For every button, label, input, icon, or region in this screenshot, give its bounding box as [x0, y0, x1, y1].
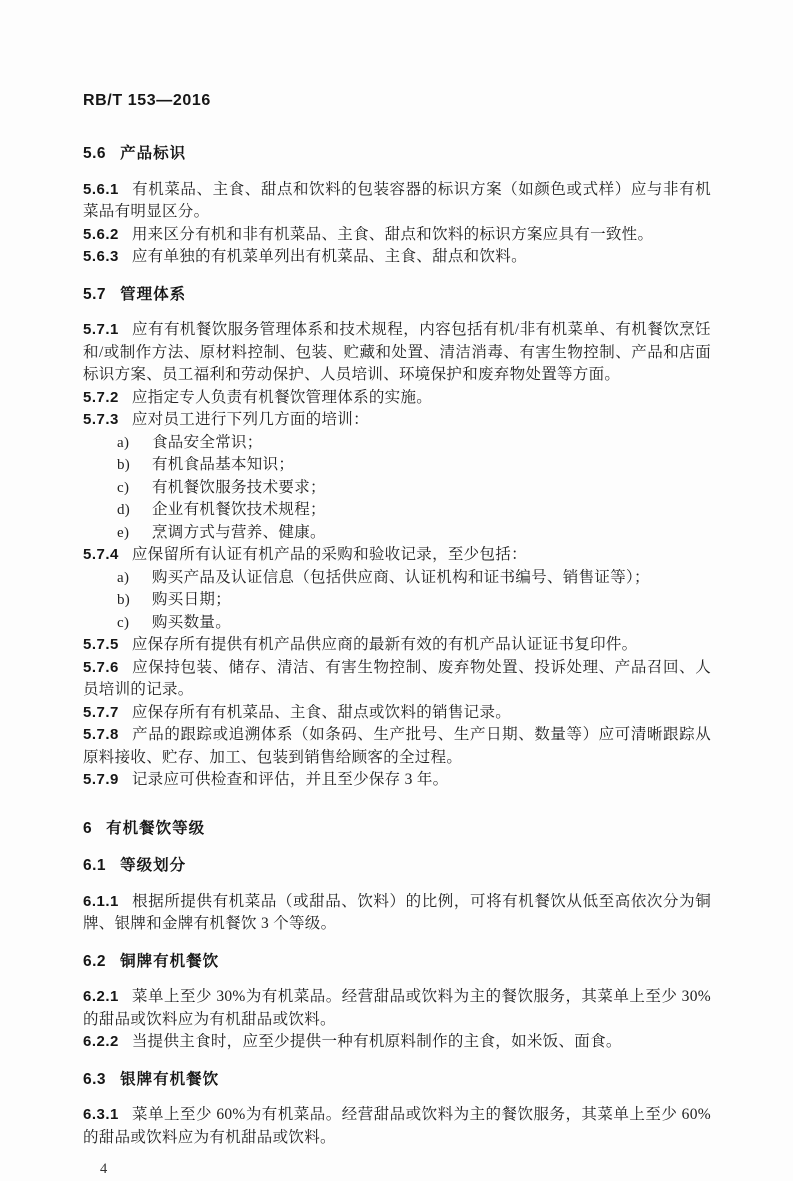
list-item-5-7-3-d [83, 499, 711, 522]
document-body [83, 143, 711, 1181]
clause-6-1-1 [83, 891, 711, 936]
clause-5-7-9 [83, 769, 711, 792]
clause-number: 5.7.1 [83, 321, 119, 338]
clause-6-2-1 [83, 986, 711, 1031]
list-item-5-7-4-b [83, 589, 711, 612]
clause-5-7-5 [83, 634, 711, 657]
clause-number: 5.7.5 [83, 636, 119, 653]
list-text: 购买数量。 [152, 613, 232, 631]
clause-number: 5.6.2 [83, 225, 119, 243]
clause-text: 用来区分有机和非有机菜品、主食、甜点和饮料的标识方案应具有一致性。 [131, 225, 654, 243]
list-letter: a) [117, 569, 130, 586]
list-item-5-7-3-b [83, 454, 711, 477]
clause-title: 银牌有机餐饮 [120, 1070, 220, 1088]
clause-number: 6.1 [83, 857, 107, 874]
chapter-number: 6 [83, 819, 93, 837]
list-text: 烹调方式与营养、健康。 [152, 523, 326, 541]
clause-number: 5.6 [83, 145, 107, 162]
list-text: 食品安全常识； [152, 433, 263, 451]
clause-text: 应指定专人负责有机餐饮管理体系的实施。 [131, 388, 433, 406]
clause-text: 记录应可供检查和评估，并且至少保存 3 年。 [131, 771, 449, 788]
clause-5-7-2 [83, 387, 711, 410]
clause-5-7-8 [83, 724, 711, 769]
clause-5-6-1 [83, 179, 711, 224]
clause-number: 5.7.8 [83, 726, 119, 743]
clause-heading-6-2 [83, 951, 711, 974]
list-letter: e) [117, 524, 130, 541]
clause-text: 应保存所有有机菜品、主食、甜点或饮料的销售记录。 [131, 703, 512, 721]
clause-number: 6.2 [83, 952, 107, 970]
clause-number: 5.7.7 [83, 703, 119, 721]
clause-6-3-1 [83, 1104, 711, 1149]
clause-number: 5.7.9 [83, 771, 119, 788]
clause-5-7-1 [83, 319, 711, 387]
clause-title: 等级划分 [120, 857, 187, 874]
list-item-5-7-3-c [83, 477, 711, 500]
clause-text: 有机菜品、主食、甜点和饮料的包装容器的标识方案（如颜色或式样）应与非有机菜品有明显区分。 [83, 180, 711, 220]
clause-5-7-3 [83, 409, 711, 432]
clause-5-7-6 [83, 657, 711, 702]
clause-text: 当提供主食时，应至少提供一种有机原料制作的主食，如米饭、面食。 [131, 1033, 622, 1050]
clause-number: 5.7.6 [83, 658, 119, 676]
clause-heading-5-6 [83, 143, 711, 166]
clause-number: 6.1.1 [83, 892, 119, 910]
clause-text: 菜单上至少 30%为有机菜品。经营甜品或饮料为主的餐饮服务，其菜单上至少 30%的甜品或饮料应为有机甜品或饮料。 [83, 988, 711, 1028]
clause-text: 应保留所有认证有机产品的采购和验收记录，至少包括： [131, 546, 527, 563]
clause-5-6-3 [83, 246, 711, 269]
list-text: 购买产品及认证信息（包括供应商、认证机构和证书编号、销售证等）； [152, 568, 650, 586]
clause-number: 5.6.1 [83, 180, 119, 198]
list-letter: a) [117, 434, 130, 451]
clause-text: 应对员工进行下列几方面的培训： [131, 411, 369, 428]
list-item-5-7-4-c [83, 612, 711, 635]
clause-text: 应保存所有提供有机产品供应商的最新有效的有机产品认证证书复印件。 [131, 636, 638, 653]
clause-number: 5.7.4 [83, 546, 119, 563]
clause-heading-6-1 [83, 855, 711, 878]
clause-number: 5.7 [83, 285, 107, 303]
list-text: 购买日期； [152, 591, 232, 608]
page-number: 4 [100, 1161, 108, 1177]
chapter-heading-6 [83, 818, 711, 841]
list-item-5-7-3-a [83, 432, 711, 455]
clause-title: 铜牌有机餐饮 [120, 952, 220, 970]
clause-text: 应保持包装、储存、清洁、有害生物控制、废弃物处置、投诉处理、产品召回、人员培训的记录。 [83, 658, 711, 698]
clause-number: 5.6.3 [83, 248, 119, 265]
clause-text: 应有有机餐饮服务管理体系和技术规程，内容包括有机/非有机菜单、有机餐饮烹饪和/或制作方法、原材料控制、包装、贮藏和处置、清洁消毒、有害生物控制、产品和店面标识方案、员工福利和劳动保护、人员培训、环境保护和废弃物处置等方面。 [83, 321, 711, 383]
list-item-5-7-3-e [83, 522, 711, 545]
clause-number: 5.7.2 [83, 388, 119, 406]
clause-number: 6.2.1 [83, 988, 119, 1005]
list-letter: c) [117, 479, 130, 496]
clause-text: 应有单独的有机菜单列出有机菜品、主食、甜点和饮料。 [131, 248, 527, 265]
clause-title: 产品标识 [120, 145, 187, 162]
list-text: 有机食品基本知识； [152, 456, 295, 473]
standard-number-header: RB/T 153—2016 [83, 92, 211, 109]
clause-heading-6-3 [83, 1069, 711, 1092]
clause-6-2-2 [83, 1031, 711, 1054]
list-letter: d) [117, 502, 131, 518]
clause-number: 6.2.2 [83, 1033, 119, 1050]
clause-heading-5-7 [83, 284, 711, 307]
clause-number: 6.3 [83, 1070, 107, 1088]
clause-5-6-2 [83, 224, 711, 247]
chapter-title: 有机餐饮等级 [106, 819, 206, 837]
clause-text: 菜单上至少 60%为有机菜品。经营甜品或饮料为主的餐饮服务，其菜单上至少 60%的甜品或饮料应为有机甜品或饮料。 [83, 1106, 711, 1146]
list-letter: c) [117, 614, 130, 631]
clause-number: 5.7.3 [83, 411, 119, 428]
clause-text: 根据所提供有机菜品（或甜品、饮料）的比例，可将有机餐饮从低至高依次分为铜牌、银牌和金牌有机餐饮 3 个等级。 [83, 892, 711, 932]
list-text: 企业有机餐饮技术规程； [152, 501, 326, 518]
clause-5-7-7 [83, 702, 711, 725]
list-item-5-7-4-a [83, 567, 711, 590]
list-letter: b) [117, 592, 131, 608]
list-letter: b) [117, 457, 131, 473]
clause-title: 管理体系 [120, 285, 187, 303]
clause-text: 产品的跟踪或追溯体系（如条码、生产批号、生产日期、数量等）应可清晰跟踪从原料接收、贮存、加工、包装到销售给顾客的全过程。 [83, 726, 711, 766]
clause-5-7-4 [83, 544, 711, 567]
list-text: 有机餐饮服务技术要求； [152, 478, 326, 496]
clause-number: 6.3.1 [83, 1106, 119, 1123]
